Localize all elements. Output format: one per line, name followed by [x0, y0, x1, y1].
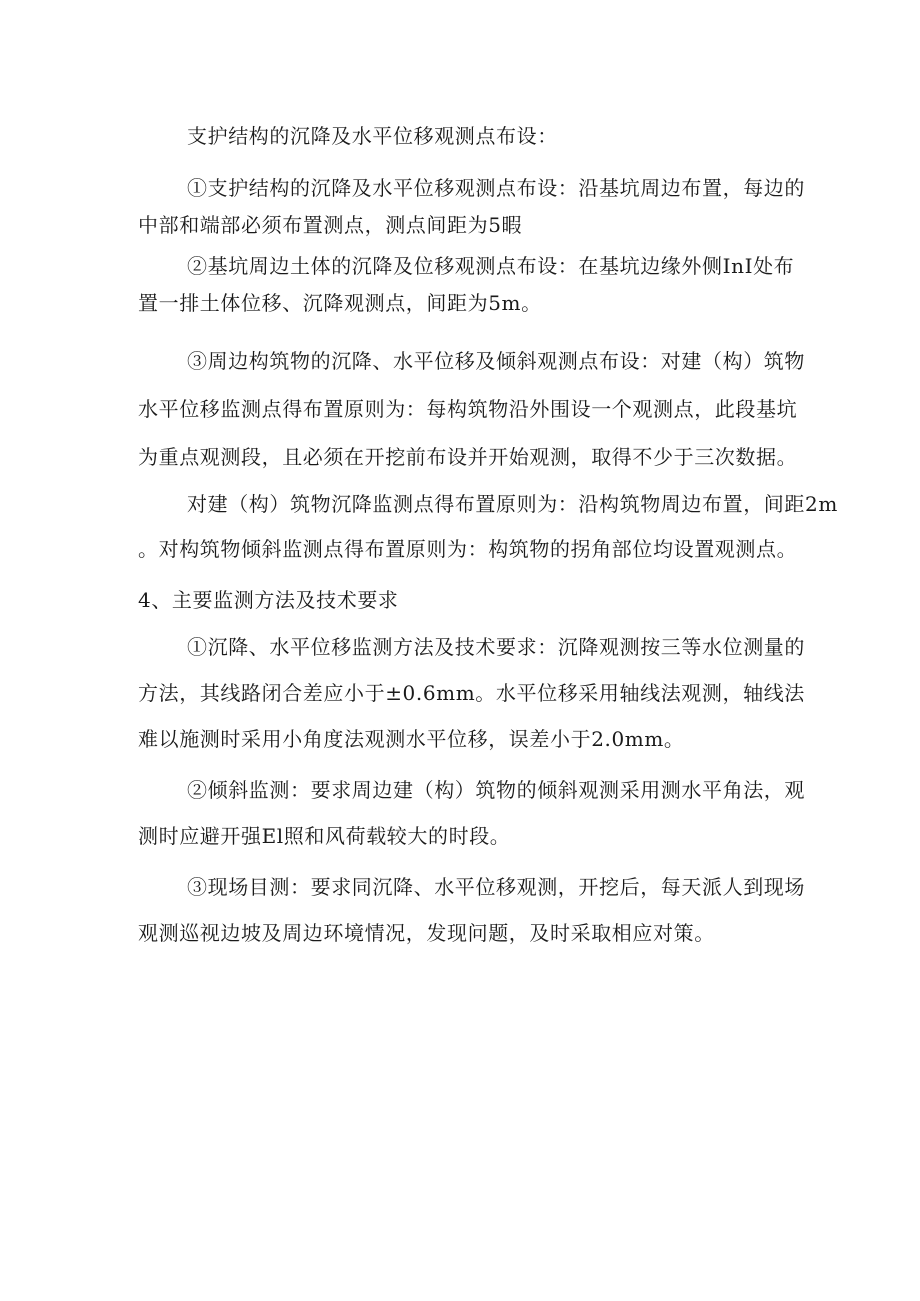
- text-line: 为重点观测段，且必须在开挖前布设并开始观测，取得不少于三次数据。: [138, 445, 798, 469]
- text-line: 中部和端部必须布置测点，测点间距为5暇: [138, 213, 523, 237]
- section-heading-monitoring-methods: [138, 582, 888, 619]
- paragraph-tilt-monitoring: [138, 772, 888, 855]
- text-line: 测时应避开强El照和风荷载较大的时段。: [138, 824, 511, 848]
- paragraph-visual-inspection: [138, 869, 888, 952]
- text-line: 难以施测时采用小角度法观测水平位移，误差小于2.0mm。: [138, 727, 685, 751]
- text-line: 4、主要监测方法及技术要求: [138, 588, 399, 612]
- text-line: 方法，其线路闭合差应小于±0.6mm。水平位移采用轴线法观测，轴线法: [138, 681, 805, 705]
- paragraph-heading-observation-points: [138, 118, 888, 155]
- text-line: ③现场目测：要求同沉降、水平位移观测，开挖后，每天派人到现场: [187, 875, 805, 899]
- paragraph-settlement-points: [138, 486, 888, 568]
- text-line: 支护结构的沉降及水平位移观测点布设：: [187, 124, 558, 148]
- text-line: 观测巡视边坡及周边环境情况，发现问题，及时采取相应对策。: [138, 921, 715, 945]
- text-line: 。对构筑物倾斜监测点得布置原则为：构筑物的拐角部位均设置观测点。: [138, 537, 798, 561]
- text-line: ②倾斜监测：要求周边建（构）筑物的倾斜观测采用测水平角法，观: [187, 778, 805, 802]
- paragraph-soil-settlement: [138, 248, 888, 322]
- text-line: 水平位移监测点得布置原则为：每构筑物沿外围设一个观测点，此段基坑: [138, 397, 798, 421]
- text-line: ①沉降、水平位移监测方法及技术要求：沉降观测按三等水位测量的: [187, 635, 805, 659]
- paragraph-support-structure: [138, 170, 888, 244]
- text-line: ②基坑周边土体的沉降及位移观测点布设：在基坑边缘外侧InI处布: [187, 254, 795, 278]
- paragraph-settlement-methods: [138, 629, 888, 758]
- text-line: ①支护结构的沉降及水平位移观测点布设：沿基坑周边布置，每边的: [187, 176, 805, 200]
- text-line: ③周边构筑物的沉降、水平位移及倾斜观测点布设：对建（构）筑物: [187, 349, 805, 373]
- text-line: 对建（构）筑物沉降监测点得布置原则为：沿构筑物周边布置，间距2m: [187, 492, 838, 516]
- text-line: 置一排土体位移、沉降观测点，间距为5m。: [138, 291, 542, 315]
- paragraph-surrounding-structures: [138, 343, 888, 476]
